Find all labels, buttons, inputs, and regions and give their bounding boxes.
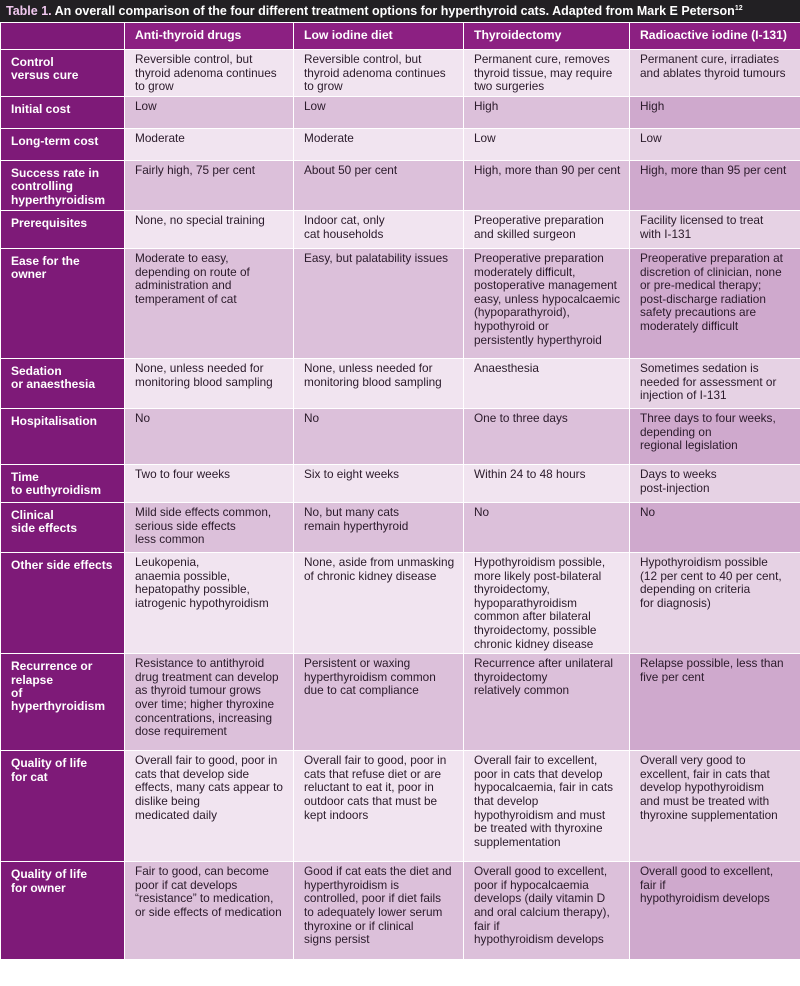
row-label-text: Control versus cure	[11, 55, 79, 83]
cell-text: Permanent cure, irradiates and ablates thyroid tumours	[640, 52, 786, 80]
table-cell	[464, 161, 630, 211]
cell-text: Preoperative preparation and skilled surgeon	[474, 213, 604, 241]
table-row	[1, 465, 800, 503]
table-cell	[125, 359, 294, 409]
column-header: Low iodine diet	[294, 23, 464, 50]
table-row	[1, 654, 800, 751]
cell-text: Two to four weeks	[135, 467, 231, 481]
row-label	[1, 211, 125, 249]
cell-text: Low	[474, 131, 496, 145]
row-label	[1, 862, 125, 960]
table-cell	[630, 465, 800, 503]
cell-text: Easy, but palatability issues	[304, 251, 449, 265]
table-cell	[294, 97, 464, 129]
table-row	[1, 751, 800, 862]
table-cell	[294, 359, 464, 409]
cell-text: Overall fair to good, poor in cats that refuse diet or are reluctant to eat it, poor in outdoor cats that must be kept indoors	[304, 753, 447, 822]
table-cell	[294, 161, 464, 211]
caption-label: Table 1.	[6, 4, 52, 18]
table-cell	[125, 211, 294, 249]
row-label	[1, 654, 125, 751]
cell-text: Overall fair to good, poor in cats that develop side effects, many cats appear to dislike being medicated daily	[135, 753, 283, 822]
table-cell	[294, 50, 464, 97]
table-cell	[464, 654, 630, 751]
table-cell	[464, 359, 630, 409]
row-label-text: Hospitalisation	[11, 414, 98, 428]
table-row	[1, 129, 800, 161]
column-header: Anti-thyroid drugs	[125, 23, 294, 50]
table-row	[1, 161, 800, 211]
caption-text: An overall comparison of the four different treatment options for hyperthyroid cats. Adapted from Mark E Peterson	[51, 4, 735, 18]
cell-text: Hypothyroidism possible (12 per cent to 40 per cent, depending on criteria for diagnosis)	[640, 555, 782, 610]
table-cell	[125, 553, 294, 654]
cell-text: None, unless needed for monitoring blood sampling	[304, 361, 442, 389]
table-row	[1, 50, 800, 97]
table-cell	[630, 553, 800, 654]
row-label-text: Sedation or anaesthesia	[11, 364, 96, 392]
cell-text: Six to eight weeks	[304, 467, 400, 481]
cell-text: Moderate to easy, depending on route of administration and temperament of cat	[135, 251, 250, 306]
table-cell	[464, 409, 630, 465]
table-cell	[464, 553, 630, 654]
table-cell	[125, 465, 294, 503]
cell-text: Three days to four weeks, depending on regional legislation	[640, 411, 776, 453]
table-row	[1, 409, 800, 465]
cell-text: Moderate	[135, 131, 185, 145]
cell-text: Persistent or waxing hyperthyroidism common due to cat compliance	[304, 656, 436, 698]
table-cell	[630, 862, 800, 960]
cell-text: Facility licensed to treat with I-131	[640, 213, 764, 241]
table-cell	[125, 503, 294, 553]
table-cell	[464, 129, 630, 161]
cell-text: No	[135, 411, 151, 425]
table-cell	[630, 129, 800, 161]
table-cell	[125, 129, 294, 161]
cell-text: None, no special training	[135, 213, 265, 227]
table-cell	[294, 465, 464, 503]
column-header: Radioactive iodine (I-131)	[630, 23, 800, 50]
cell-text: Relapse possible, less than five per cent	[640, 656, 784, 684]
row-label	[1, 129, 125, 161]
table-cell	[630, 503, 800, 553]
cell-text: No	[304, 411, 320, 425]
table-cell	[464, 211, 630, 249]
row-label	[1, 409, 125, 465]
table-cell	[630, 409, 800, 465]
cell-text: Within 24 to 48 hours	[474, 467, 586, 481]
cell-text: Overall very good to excellent, fair in cats that develop hypothyroidism and must be treated with thyroxine supplementation	[640, 753, 778, 822]
table-cell	[630, 249, 800, 359]
table-cell	[125, 409, 294, 465]
cell-text: Low	[135, 99, 157, 113]
row-label-text: Time to euthyroidism	[11, 470, 102, 498]
cell-text: Low	[304, 99, 326, 113]
table-row	[1, 97, 800, 129]
table-body	[1, 50, 800, 960]
row-label-text: Initial cost	[11, 102, 71, 116]
cell-text: Sometimes sedation is needed for assessment or injection of I-131	[640, 361, 777, 403]
row-label-text: Long-term cost	[11, 134, 99, 148]
table-cell	[630, 211, 800, 249]
table-row	[1, 359, 800, 409]
table-cell	[294, 553, 464, 654]
table-cell	[125, 50, 294, 97]
row-label	[1, 503, 125, 553]
caption-reference: 12	[734, 4, 743, 12]
table-row	[1, 862, 800, 960]
cell-text: Permanent cure, removes thyroid tissue, may require two surgeries	[474, 52, 613, 94]
cell-text: None, aside from unmasking of chronic kidney disease	[304, 555, 455, 583]
row-label-text: Ease for the owner	[11, 254, 80, 282]
cell-text: No	[474, 505, 490, 519]
cell-text: Mild side effects common, serious side effects less common	[135, 505, 272, 547]
table-row	[1, 503, 800, 553]
table-cell	[294, 409, 464, 465]
table-cell	[125, 751, 294, 862]
cell-text: Indoor cat, only cat households	[304, 213, 385, 241]
column-header: Thyroidectomy	[464, 23, 630, 50]
cell-text: About 50 per cent	[304, 163, 398, 177]
row-label	[1, 249, 125, 359]
table-cell	[464, 503, 630, 553]
cell-text: Anaesthesia	[474, 361, 539, 375]
table-cell	[294, 129, 464, 161]
table-cell	[464, 249, 630, 359]
table-cell	[125, 97, 294, 129]
table-cell	[294, 503, 464, 553]
table-cell	[464, 465, 630, 503]
row-label	[1, 751, 125, 862]
cell-text: Fair to good, can become poor if cat develops “resistance” to medication, or side effects of medication	[135, 864, 282, 919]
row-label	[1, 161, 125, 211]
cell-text: Reversible control, but thyroid adenoma continues to grow	[304, 52, 446, 94]
table-cell	[464, 751, 630, 862]
cell-text: Low	[640, 131, 662, 145]
cell-text: Moderate	[304, 131, 354, 145]
row-label-text: Clinical side effects	[11, 508, 78, 536]
table-cell	[125, 654, 294, 751]
header-corner	[1, 23, 125, 50]
table-cell	[630, 359, 800, 409]
table-row	[1, 249, 800, 359]
table-cell	[630, 751, 800, 862]
cell-text: Days to weeks post-injection	[640, 467, 717, 495]
table-cell	[464, 97, 630, 129]
table-cell	[630, 50, 800, 97]
cell-text: Overall good to excellent, poor if hypocalcaemia develops (daily vitamin D and oral calcium therapy), fair if hypothyroidism develops	[474, 864, 610, 947]
table-cell	[294, 211, 464, 249]
row-label	[1, 50, 125, 97]
row-label-text: Prerequisites	[11, 216, 88, 230]
cell-text: High, more than 95 per cent	[640, 163, 787, 177]
cell-text: Overall fair to excellent, poor in cats that develop hypocalcaemia, fair in cats that develop hypothyroidism and must be treated with thyroxine supplementation	[474, 753, 614, 849]
row-label	[1, 553, 125, 654]
table-cell	[630, 654, 800, 751]
comparison-table	[0, 22, 800, 960]
cell-text: No, but many cats remain hyperthyroid	[304, 505, 409, 533]
cell-text: Hypothyroidism possible, more likely post-bilateral thyroidectomy, hypoparathyroidism common after bilateral thyroidectomy, possible chronic kidney disease	[474, 555, 606, 651]
cell-text: No	[640, 505, 656, 519]
cell-text: None, unless needed for monitoring blood sampling	[135, 361, 273, 389]
table-cell	[464, 862, 630, 960]
table-cell	[294, 249, 464, 359]
row-label	[1, 97, 125, 129]
row-label-text: Success rate in controlling hyperthyroidism	[11, 166, 106, 207]
cell-text: Good if cat eats the diet and hyperthyroidism is controlled, poor if diet fails to adequately lower serum thyroxine or if clinical signs persist	[304, 864, 452, 947]
cell-text: High	[474, 99, 499, 113]
table-cell	[294, 862, 464, 960]
row-label-text: Quality of life for owner	[11, 867, 88, 895]
table-cell	[294, 654, 464, 751]
row-label-text: Quality of life for cat	[11, 756, 88, 784]
row-label-text: Recurrence or relapse of hyperthyroidism	[11, 659, 106, 714]
row-label	[1, 359, 125, 409]
cell-text: Leukopenia, anaemia possible, hepatopathy possible, iatrogenic hypothyroidism	[135, 555, 269, 610]
table-caption	[0, 0, 800, 22]
cell-text: One to three days	[474, 411, 568, 425]
table-cell	[630, 161, 800, 211]
table-cell	[125, 862, 294, 960]
cell-text: Fairly high, 75 per cent	[135, 163, 255, 177]
table-row	[1, 553, 800, 654]
row-label-text: Other side effects	[11, 558, 113, 572]
table-cell	[125, 161, 294, 211]
cell-text: High, more than 90 per cent	[474, 163, 621, 177]
header-row	[1, 23, 800, 50]
cell-text: Reversible control, but thyroid adenoma continues to grow	[135, 52, 277, 94]
cell-text: High	[640, 99, 665, 113]
table-cell	[464, 50, 630, 97]
cell-text: Preoperative preparation moderately difficult, postoperative management easy, unless hypocalcaemic (hypoparathyroid), hypothyroid or persistently hyperthyroid	[474, 251, 621, 347]
cell-text: Resistance to antithyroid drug treatment can develop as thyroid tumour grows over time; higher thyroxine concentrations, increasing dose requirement	[135, 656, 279, 739]
cell-text: Overall good to excellent, fair if hypothyroidism develops	[640, 864, 774, 906]
table-cell	[294, 751, 464, 862]
row-label	[1, 465, 125, 503]
cell-text: Preoperative preparation at discretion of clinician, none or pre-medical therapy; post-discharge radiation safety precautions are moderately difficult	[640, 251, 783, 333]
cell-text: Recurrence after unilateral thyroidectomy relatively common	[474, 656, 614, 698]
table-cell	[125, 249, 294, 359]
table-row	[1, 211, 800, 249]
table-cell	[630, 97, 800, 129]
